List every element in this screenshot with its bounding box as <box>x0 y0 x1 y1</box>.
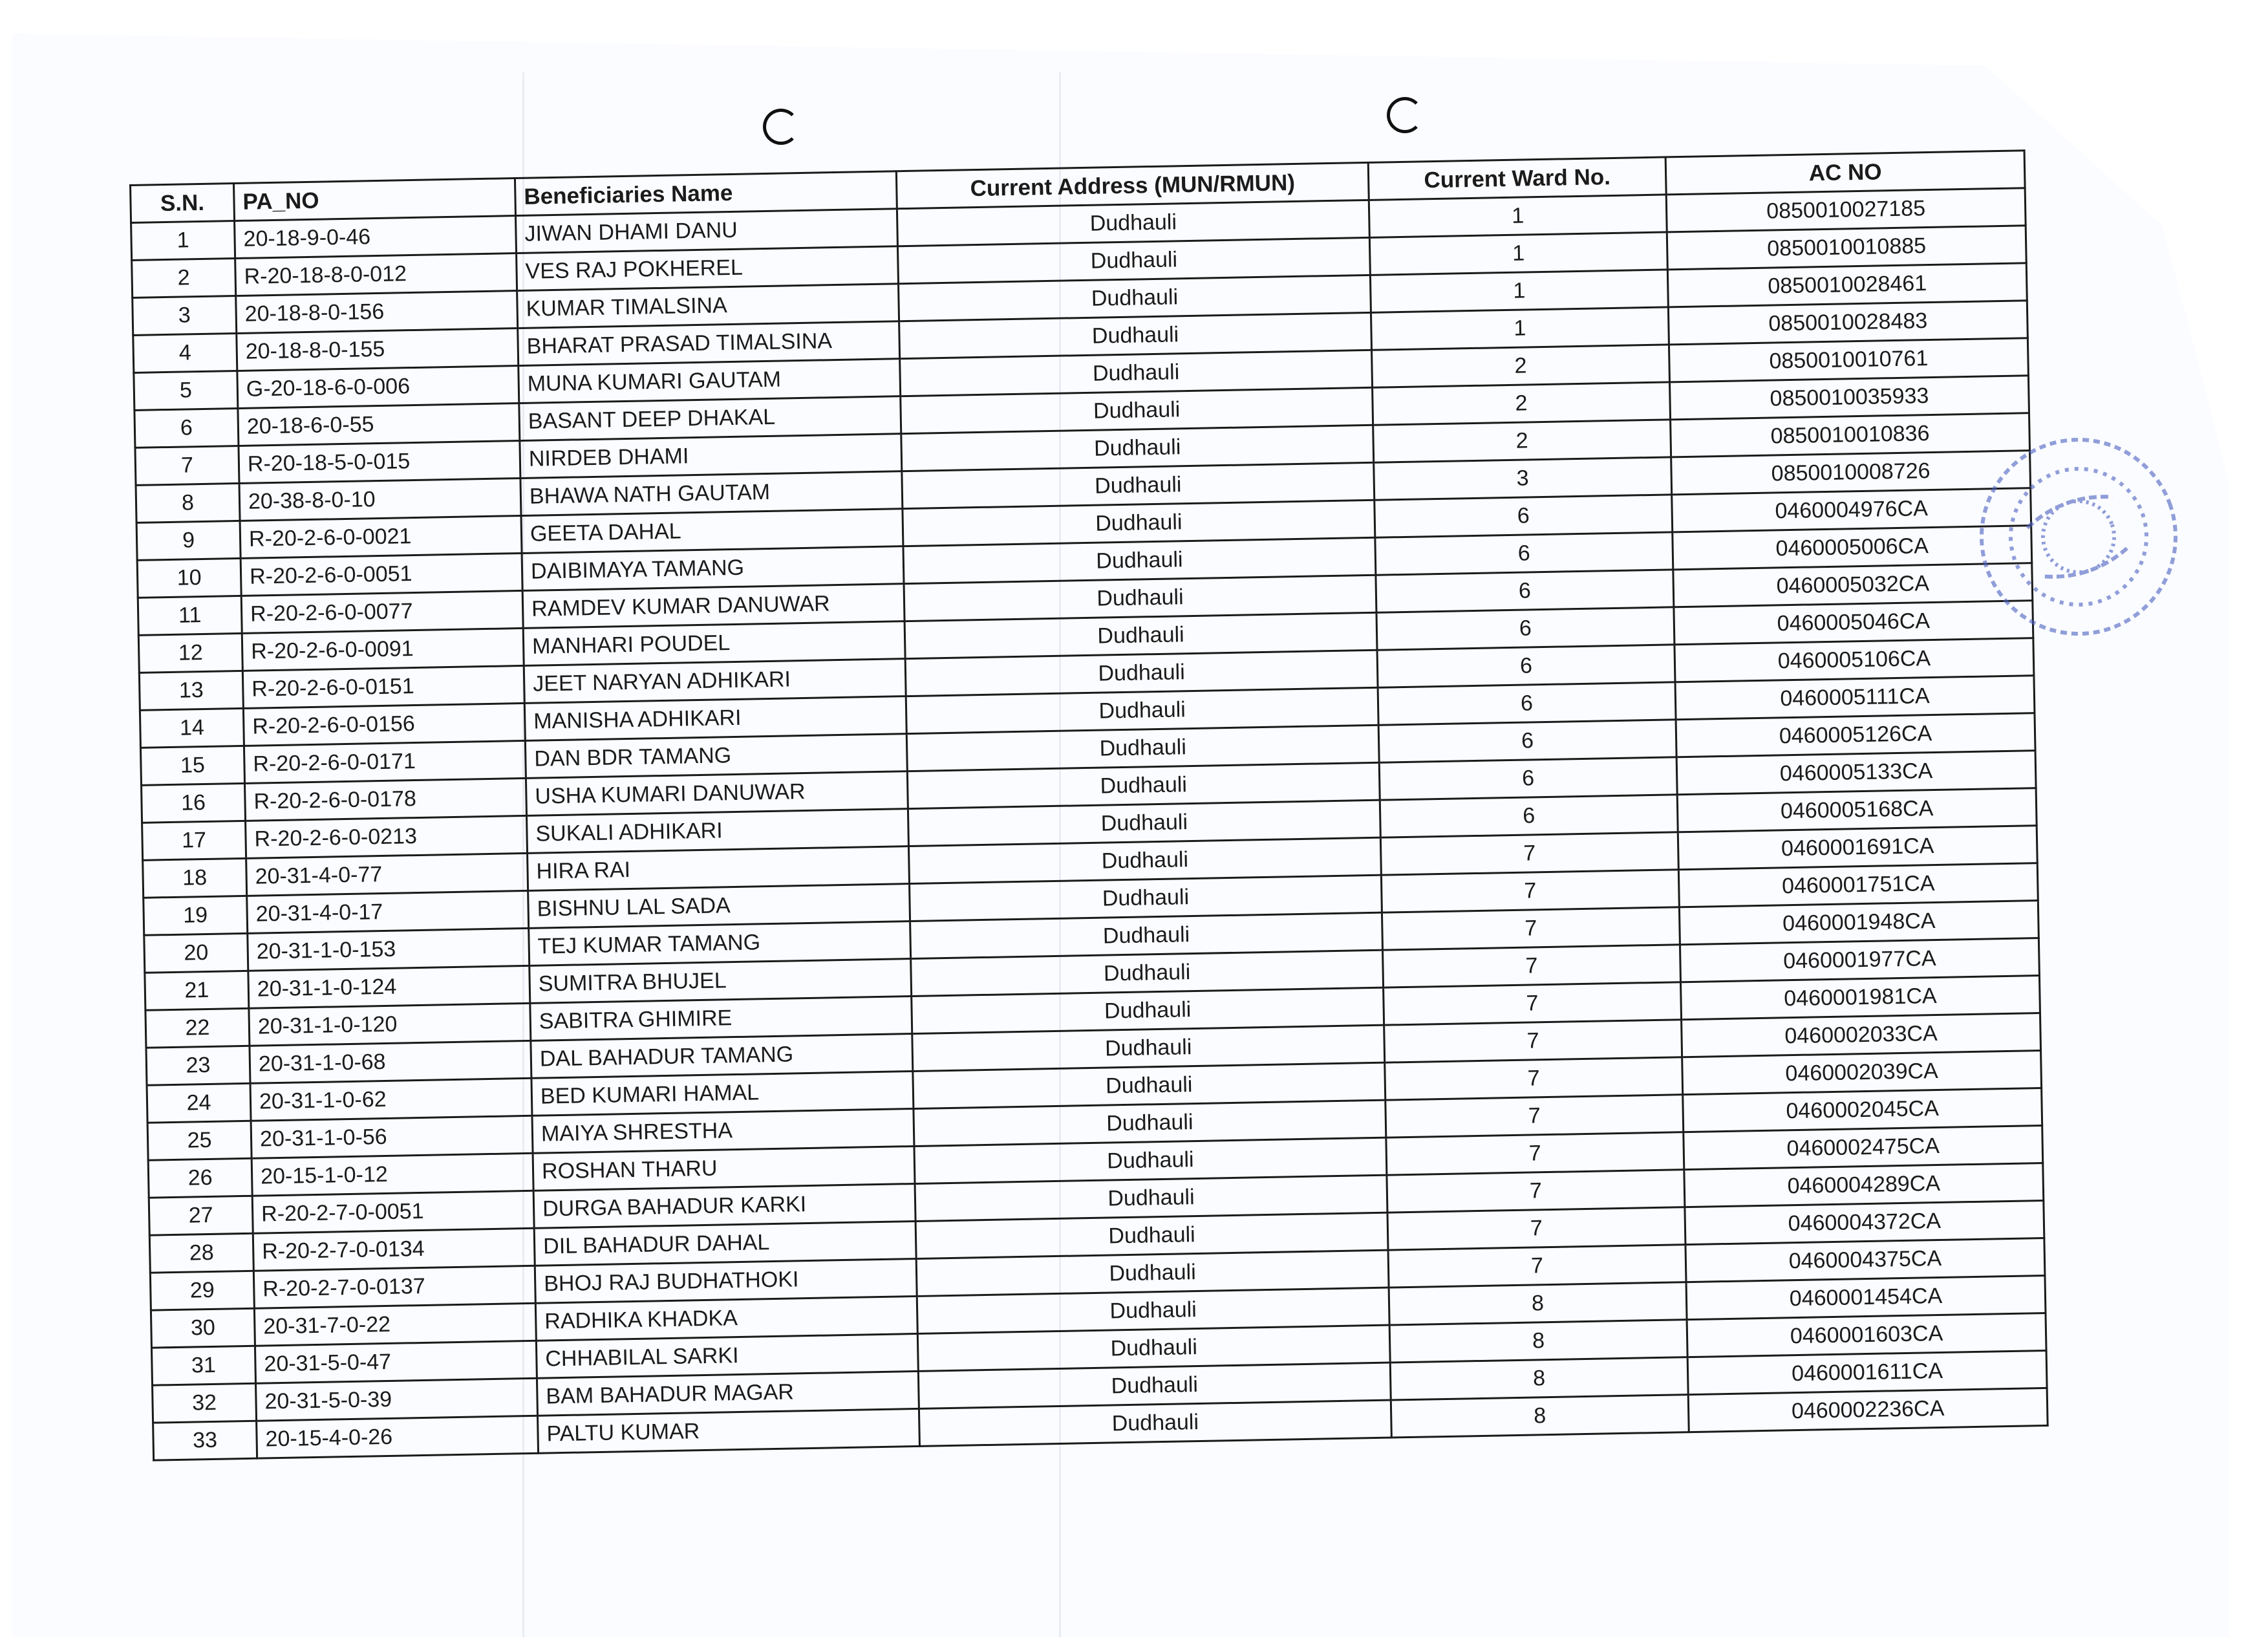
cell-beneficiary-name: CHHABILAL SARKI <box>536 1333 918 1378</box>
cell-address: Dudhauli <box>916 1250 1389 1296</box>
cell-sn: 31 <box>151 1346 255 1385</box>
cell-pa-no: R-20-2-6-0-0156 <box>243 703 525 746</box>
cell-sn: 4 <box>133 334 237 373</box>
cell-address: Dudhauli <box>905 650 1378 696</box>
cell-address: Dudhauli <box>900 350 1373 396</box>
cell-ac-no: 0460004372CA <box>1685 1201 2044 1245</box>
cell-ac-no: 0460002236CA <box>1688 1388 2048 1432</box>
cell-sn: 26 <box>148 1158 252 1198</box>
cell-address: Dudhauli <box>907 762 1380 808</box>
cell-ac-no: 0460002039CA <box>1682 1051 2042 1095</box>
header-ward-no: Current Ward No. <box>1368 157 1666 200</box>
cell-beneficiary-name: BHARAT PRASAD TIMALSINA <box>518 321 900 366</box>
cell-address: Dudhauli <box>899 312 1372 358</box>
cell-pa-no: R-20-2-7-0-0137 <box>253 1266 535 1308</box>
cell-address: Dudhauli <box>913 1062 1385 1108</box>
cell-sn: 20 <box>144 933 248 973</box>
cell-beneficiary-name: RADHIKA KHADKA <box>535 1296 917 1341</box>
cell-ward-no: 6 <box>1378 720 1676 762</box>
cell-address: Dudhauli <box>903 537 1376 583</box>
cell-sn: 11 <box>138 596 242 635</box>
cell-address: Dudhauli <box>915 1175 1387 1221</box>
cell-ac-no: 0460001751CA <box>1678 863 2038 907</box>
cell-pa-no: G-20-18-6-0-006 <box>237 366 519 409</box>
cell-beneficiary-name: USHA KUMARI DANUWAR <box>526 771 908 816</box>
cell-pa-no: R-20-2-6-0-0151 <box>242 665 524 708</box>
cell-pa-no: R-20-2-6-0-0213 <box>246 815 528 858</box>
cell-sn: 1 <box>131 221 235 261</box>
cell-pa-no: 20-18-8-0-156 <box>236 291 518 334</box>
cell-address: Dudhauli <box>915 1212 1388 1258</box>
cell-sn: 5 <box>134 371 238 410</box>
cell-ac-no: 0460002033CA <box>1682 1013 2041 1057</box>
cell-beneficiary-name: NIRDEB DHAMI <box>520 434 902 479</box>
cell-pa-no: R-20-2-6-0-0091 <box>242 628 524 671</box>
cell-pa-no: R-20-2-7-0-0134 <box>253 1228 535 1271</box>
cell-pa-no: 20-18-9-0-46 <box>235 216 517 259</box>
cell-ward-no: 7 <box>1385 1057 1683 1100</box>
cell-pa-no: 20-31-4-0-77 <box>246 853 528 896</box>
cell-pa-no: 20-18-6-0-55 <box>238 404 520 446</box>
cell-sn: 12 <box>138 633 242 673</box>
cell-beneficiary-name: VES RAJ POKHEREL <box>517 246 899 291</box>
cell-ac-no: 0460005106CA <box>1674 638 2034 682</box>
cell-ward-no: 1 <box>1369 195 1667 237</box>
cell-address: Dudhauli <box>910 912 1383 958</box>
cell-beneficiary-name: PALTU KUMAR <box>538 1408 920 1453</box>
punch-hole-icon <box>1387 97 1423 133</box>
cell-ward-no: 7 <box>1386 1132 1684 1175</box>
cell-ac-no: 0460005111CA <box>1675 676 2035 720</box>
header-pa-no: PA_NO <box>234 178 516 221</box>
cell-ac-no: 0850010010761 <box>1669 338 2028 382</box>
cell-pa-no: R-20-2-7-0-0051 <box>252 1191 534 1233</box>
cell-address: Dudhauli <box>902 462 1375 508</box>
cell-ward-no: 6 <box>1378 682 1676 725</box>
cell-beneficiary-name: DURGA BAHADUR KARKI <box>533 1183 915 1228</box>
cell-address: Dudhauli <box>897 200 1369 246</box>
cell-ward-no: 6 <box>1376 607 1674 650</box>
cell-address: Dudhauli <box>903 500 1375 546</box>
cell-beneficiary-name: MANHARI POUDEL <box>523 621 905 666</box>
cell-ac-no: 0460001981CA <box>1681 976 2040 1020</box>
cell-address: Dudhauli <box>910 875 1382 921</box>
cell-address: Dudhauli <box>917 1325 1390 1371</box>
cell-address: Dudhauli <box>912 1025 1385 1071</box>
cell-sn: 19 <box>144 896 248 935</box>
cell-ac-no: 0460001977CA <box>1680 938 2039 982</box>
cell-ac-no: 0850010010885 <box>1667 226 2026 270</box>
cell-ac-no: 0850010027185 <box>1666 188 2026 232</box>
cell-ward-no: 6 <box>1379 757 1677 800</box>
cell-sn: 6 <box>134 408 239 447</box>
cell-pa-no: 20-31-1-0-62 <box>250 1078 532 1121</box>
cell-ward-no: 6 <box>1375 532 1673 575</box>
cell-pa-no: R-20-2-6-0-0077 <box>241 590 523 633</box>
cell-pa-no: 20-18-8-0-155 <box>237 329 519 371</box>
header-beneficiary-name: Beneficiaries Name <box>515 171 897 216</box>
cell-ac-no: 0460005006CA <box>1673 526 2032 570</box>
punch-hole-icon <box>763 109 799 145</box>
cell-pa-no: R-20-2-6-0-0051 <box>241 553 522 596</box>
cell-beneficiary-name: JEET NARYAN ADHIKARI <box>524 659 906 704</box>
cell-ward-no: 6 <box>1376 570 1674 612</box>
beneficiary-table <box>129 149 2049 1461</box>
cell-address: Dudhauli <box>908 800 1380 846</box>
header-current-address: Current Address (MUN/RMUN) <box>896 162 1369 208</box>
cell-sn: 7 <box>135 446 239 485</box>
cell-pa-no: R-20-2-6-0-0171 <box>244 740 526 783</box>
cell-sn: 9 <box>136 521 241 560</box>
cell-address: Dudhauli <box>914 1100 1386 1146</box>
cell-ac-no: 0850010035933 <box>1670 376 2029 420</box>
cell-beneficiary-name: DAIBIMAYA TAMANG <box>522 546 904 591</box>
cell-ac-no: 0460005133CA <box>1676 751 2036 795</box>
cell-sn: 27 <box>149 1196 253 1235</box>
cell-pa-no: 20-31-5-0-39 <box>256 1378 538 1421</box>
cell-sn: 29 <box>150 1271 254 1310</box>
cell-ward-no: 6 <box>1380 795 1678 837</box>
cell-ward-no: 2 <box>1373 382 1671 425</box>
cell-ward-no: 7 <box>1384 982 1682 1025</box>
cell-ac-no: 0460005126CA <box>1676 713 2035 757</box>
cell-ward-no: 7 <box>1388 1245 1686 1288</box>
cell-ac-no: 0460005032CA <box>1673 563 2033 607</box>
cell-address: Dudhauli <box>908 837 1381 883</box>
cell-ac-no: 0460002045CA <box>1683 1088 2042 1132</box>
cell-sn: 28 <box>149 1233 253 1273</box>
cell-ward-no: 8 <box>1389 1320 1687 1363</box>
cell-beneficiary-name: BHAWA NATH GAUTAM <box>520 471 903 516</box>
cell-beneficiary-name: DAL BAHADUR TAMANG <box>531 1034 913 1079</box>
cell-sn: 15 <box>140 746 244 785</box>
cell-beneficiary-name: BHOJ RAJ BUDHATHOKI <box>535 1258 917 1303</box>
cell-beneficiary-name: TEJ KUMAR TAMANG <box>529 921 911 966</box>
cell-sn: 14 <box>140 708 244 748</box>
cell-address: Dudhauli <box>918 1363 1391 1408</box>
cell-ac-no: 0460004976CA <box>1672 488 2031 532</box>
cell-ward-no: 8 <box>1389 1282 1687 1325</box>
cell-ac-no: 0850010028461 <box>1667 263 2027 307</box>
cell-pa-no: 20-31-4-0-17 <box>247 890 529 933</box>
cell-ward-no: 1 <box>1371 307 1669 350</box>
cell-beneficiary-name: SUKALI ADHIKARI <box>526 809 908 854</box>
cell-beneficiary-name: KUMAR TIMALSINA <box>517 284 899 329</box>
cell-address: Dudhauli <box>901 425 1374 471</box>
cell-sn: 22 <box>145 1008 250 1048</box>
cell-sn: 24 <box>147 1083 251 1123</box>
cell-ward-no: 7 <box>1387 1207 1685 1250</box>
cell-sn: 33 <box>153 1421 257 1460</box>
cell-ward-no: 1 <box>1369 232 1667 275</box>
cell-address: Dudhauli <box>919 1400 1391 1446</box>
cell-address: Dudhauli <box>912 987 1384 1033</box>
header-sn: S.N. <box>131 184 235 223</box>
cell-beneficiary-name: MUNA KUMARI GAUTAM <box>519 359 901 404</box>
cell-ac-no: 0460001603CA <box>1687 1313 2046 1357</box>
cell-beneficiary-name: BED KUMARI HAMAL <box>531 1072 914 1116</box>
cell-address: Dudhauli <box>901 387 1373 433</box>
cell-sn: 25 <box>147 1121 251 1160</box>
cell-sn: 23 <box>146 1046 250 1085</box>
cell-ac-no: 0460001948CA <box>1679 901 2038 945</box>
cell-beneficiary-name: DAN BDR TAMANG <box>525 734 907 779</box>
cell-sn: 10 <box>137 558 241 598</box>
cell-ward-no: 3 <box>1374 457 1672 500</box>
cell-address: Dudhauli <box>917 1288 1389 1333</box>
cell-sn: 8 <box>136 483 240 523</box>
cell-address: Dudhauli <box>904 575 1376 621</box>
cell-sn: 21 <box>145 971 249 1010</box>
cell-ward-no: 6 <box>1377 645 1675 687</box>
cell-beneficiary-name: RAMDEV KUMAR DANUWAR <box>522 584 904 629</box>
cell-sn: 3 <box>133 296 237 336</box>
cell-sn: 16 <box>142 783 246 823</box>
cell-sn: 30 <box>151 1308 255 1348</box>
cell-beneficiary-name: SABITRA GHIMIRE <box>530 997 912 1041</box>
cell-pa-no: R-20-2-6-0-0178 <box>245 778 527 821</box>
table-body <box>131 188 2048 1460</box>
cell-pa-no: 20-31-1-0-124 <box>248 965 530 1008</box>
cell-ac-no: 0460001691CA <box>1678 826 2037 870</box>
cell-beneficiary-name: GEETA DAHAL <box>521 509 903 554</box>
cell-ward-no: 7 <box>1382 907 1680 950</box>
cell-beneficiary-name: DIL BAHADUR DAHAL <box>534 1221 916 1266</box>
cell-pa-no: R-20-18-5-0-015 <box>239 441 520 484</box>
cell-address: Dudhauli <box>899 275 1371 321</box>
cell-ward-no: 7 <box>1383 945 1681 987</box>
cell-ward-no: 2 <box>1372 345 1670 387</box>
cell-pa-no: R-20-18-8-0-012 <box>235 253 517 296</box>
cell-beneficiary-name: BASANT DEEP DHAKAL <box>519 396 901 441</box>
header-ac-no: AC NO <box>1665 151 2025 195</box>
cell-pa-no: 20-15-4-0-26 <box>257 1416 539 1458</box>
cell-pa-no: 20-31-5-0-47 <box>255 1341 537 1383</box>
cell-ac-no: 0460004289CA <box>1684 1163 2044 1207</box>
cell-pa-no: 20-15-1-0-12 <box>251 1153 533 1196</box>
cell-sn: 13 <box>139 671 243 710</box>
cell-pa-no: 20-38-8-0-10 <box>239 478 521 521</box>
cell-address: Dudhauli <box>904 612 1377 658</box>
cell-ac-no: 0850010008726 <box>1671 451 2031 495</box>
cell-ward-no: 8 <box>1391 1395 1689 1438</box>
cell-pa-no: 20-31-1-0-120 <box>249 1003 531 1046</box>
cell-beneficiary-name: JIWAN DHAMI DANU <box>515 209 897 253</box>
cell-ward-no: 7 <box>1384 1020 1682 1062</box>
cell-ward-no: 2 <box>1373 420 1671 462</box>
cell-beneficiary-name: HIRA RAI <box>528 846 910 891</box>
cell-sn: 2 <box>132 259 236 298</box>
cell-ward-no: 7 <box>1381 870 1679 912</box>
cell-ac-no: 0460005168CA <box>1677 788 2037 832</box>
cell-pa-no: R-20-2-6-0-0021 <box>240 515 522 558</box>
cell-sn: 32 <box>153 1383 257 1423</box>
cell-ward-no: 7 <box>1380 832 1678 875</box>
cell-pa-no: 20-31-1-0-56 <box>251 1116 533 1158</box>
cell-address: Dudhauli <box>906 725 1379 771</box>
cell-ward-no: 7 <box>1385 1095 1684 1137</box>
cell-pa-no: 20-31-7-0-22 <box>254 1303 536 1346</box>
beneficiary-table-container <box>129 149 2047 1461</box>
cell-pa-no: 20-31-1-0-68 <box>250 1040 531 1083</box>
cell-ward-no: 6 <box>1375 495 1673 537</box>
cell-ward-no: 1 <box>1370 270 1668 312</box>
cell-address: Dudhauli <box>914 1137 1387 1183</box>
cell-ac-no: 0460001454CA <box>1686 1275 2046 1319</box>
cell-ac-no: 0460001611CA <box>1687 1350 2047 1394</box>
cell-sn: 17 <box>142 821 246 860</box>
cell-ac-no: 0460005046CA <box>1674 601 2033 645</box>
cell-ac-no: 0460002475CA <box>1684 1126 2043 1170</box>
cell-beneficiary-name: ROSHAN THARU <box>533 1147 915 1191</box>
cell-beneficiary-name: BISHNU LAL SADA <box>528 884 910 929</box>
cell-ac-no: 0460004375CA <box>1685 1238 2045 1282</box>
cell-beneficiary-name: BAM BAHADUR MAGAR <box>537 1371 919 1416</box>
cell-address: Dudhauli <box>911 950 1384 996</box>
cell-sn: 18 <box>143 858 247 898</box>
cell-address: Dudhauli <box>897 237 1370 283</box>
cell-ward-no: 8 <box>1390 1357 1688 1400</box>
cell-ward-no: 7 <box>1387 1170 1685 1212</box>
cell-pa-no: 20-31-1-0-153 <box>248 928 530 971</box>
cell-address: Dudhauli <box>906 687 1378 733</box>
cell-beneficiary-name: MAIYA SHRESTHA <box>532 1109 914 1154</box>
cell-beneficiary-name: SUMITRA BHUJEL <box>530 959 912 1004</box>
cell-beneficiary-name: MANISHA ADHIKARI <box>524 696 906 741</box>
cell-ac-no: 0850010028483 <box>1668 301 2027 345</box>
cell-ac-no: 0850010010836 <box>1671 413 2030 457</box>
